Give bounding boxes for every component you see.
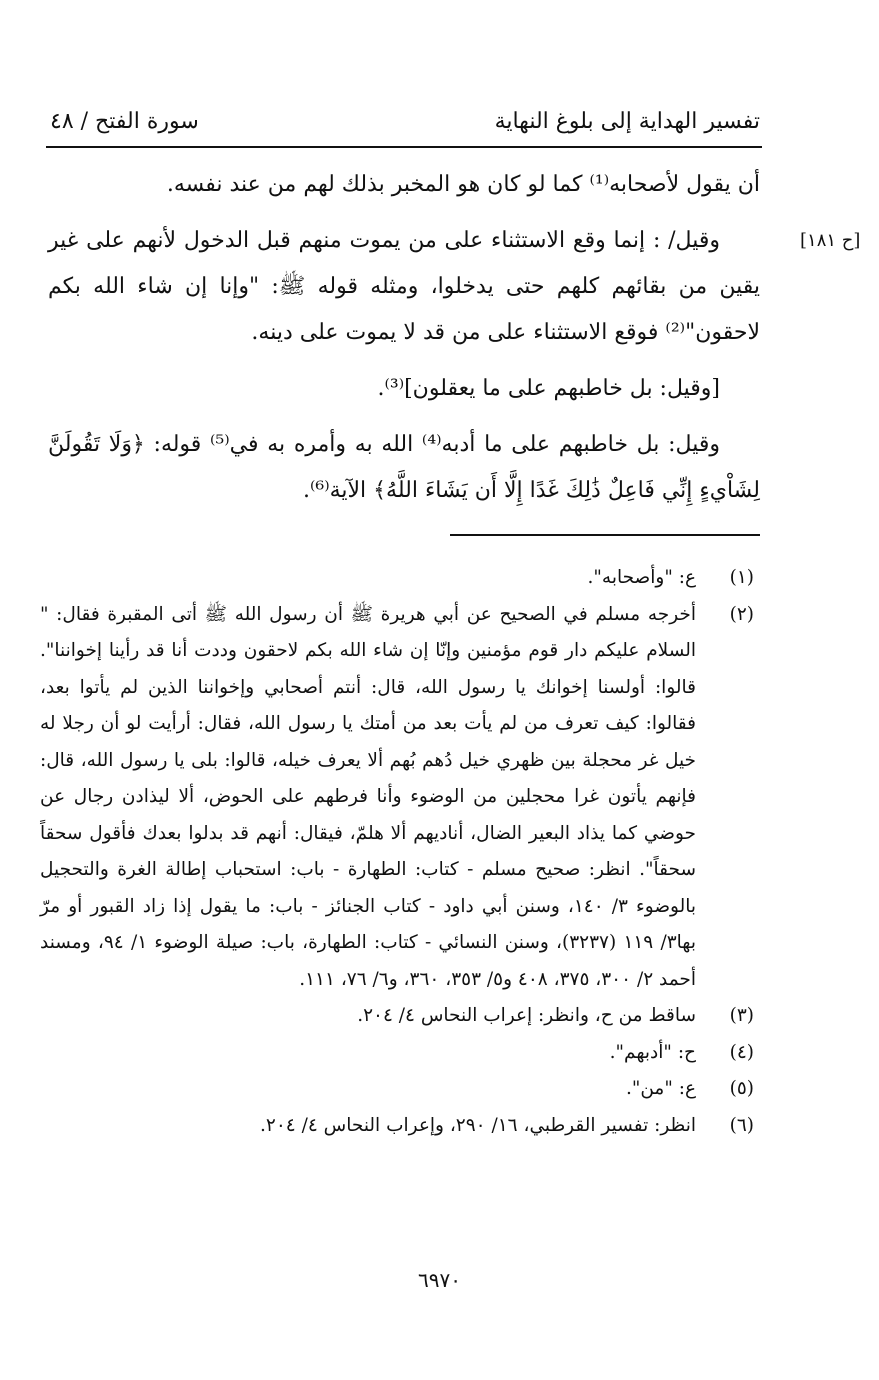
footnote-number: (٢) xyxy=(729,603,754,625)
footnote-number: (٦) xyxy=(729,1114,754,1136)
paragraph: أن يقول لأصحابه⁽¹⁾ كما لو كان هو المخبر بذلك لهم من عند نفسه. xyxy=(166,172,760,197)
paragraph: وقيل/ : إنما وقع الاستثناء على من يموت منهم قبل الدخول لأنهم على غير يقين من بقائهم كلهم حتى يدخلوا، ومثله قوله ﷺ: "وإنا إن شاء الله بكم لاحقون"⁽²⁾ فوقع الاستثناء على من قد لا يموت على دينه. xyxy=(48,228,760,345)
footnote-item xyxy=(40,998,760,1035)
footnote-text: ع: "وأصحابه". xyxy=(587,567,696,588)
header-divider xyxy=(46,146,762,148)
footnote-item xyxy=(40,1035,760,1072)
footnote-number: (٤) xyxy=(729,1041,754,1063)
footnote-item xyxy=(40,1108,760,1145)
footnote-number: (٥) xyxy=(729,1078,754,1099)
page-number: ٦٩٧٠ xyxy=(418,1268,461,1292)
footnote-number: (٣) xyxy=(729,1005,754,1026)
main-text xyxy=(48,162,760,524)
footnote-item xyxy=(40,1071,760,1108)
footnote-text: ع: "من". xyxy=(625,1078,696,1099)
footnotes xyxy=(40,560,760,1144)
footnote-text: انظر: تفسير القرطبي، ١٦/ ٢٩٠، وإعراب النحاس ٤/ ٢٠٤. xyxy=(260,1114,696,1136)
footnote-text: أخرجه مسلم في الصحيح عن أبي هريرة ﷺ أن رسول الله ﷺ أتى المقبرة فقال: " السلام عليكم دار قوم مؤمنين وإنّا إن شاء الله بكم لاحقون وددت أنا قد رأينا إخواننا". قالوا: أولسنا إخوانك يا رسول الله، قال: أنتم أصحابي وإخواننا الذين لم يأتوا بعد، فقالوا: كيف تعرف من لم يأت بعد من أمتك يا رسول الله، فقال: أرأيت لو أن رجلا له خيل غر محجلة بين ظهري خيل دُهم بُهم ألا يعرف خيله، قالوا: بلى يا رسول الله، قال: فإنهم يأتون غرا محجلين من الوضوء وأنا فرطهم على الحوض، ألا ليذادن رجال عن حوضي كما يذاد البعير الضال، أناديهم ألا هلمّ، فيقال: أنهم قد بدلوا بعدك فأقول سحقاً سحقاً". انظر: صحيح مسلم - كتاب: الطهارة - باب: استحباب إطالة الغرة والتحجيل بالوضوء ٣/ ١٤٠، وسنن أبي داود - كتاب الجنائز - باب: ما يقول إذا زاد القبور أو مرّ بها٣/ ١١٩ (٣٢٣٧)، وسنن النسائي - كتاب: الطهارة، باب: صيلة الوضوء ١/ ٩٤، ومسند أحمد ٢/ ٣٠٠، ٣٧٥، ٤٠٨ و٥/ ٣٥٣، ٣٦٠، و٦/ ٧٦، ١١١. xyxy=(40,603,697,990)
book-title: تفسير الهداية إلى بلوغ النهاية xyxy=(494,108,760,134)
running-header xyxy=(50,100,760,142)
paragraph: [وقيل: بل خاطبهم على ما يعقلون]⁽³⁾. xyxy=(377,376,720,401)
footnote-text: ساقط من ح، وانظر: إعراب النحاس ٤/ ٢٠٤. xyxy=(357,1005,696,1026)
footnote-item xyxy=(40,560,760,597)
footnote-text: ح: "أدبهم". xyxy=(609,1041,696,1063)
manuscript-folio-note: [ح ١٨١] xyxy=(800,230,861,251)
footnote-number: (١) xyxy=(729,567,754,588)
paragraph: وقيل: بل خاطبهم على ما أدبه⁽⁴⁾ الله به وأمره به في⁽⁵⁾ قوله: ﴿وَلَا تَقُولَنَّ لِشَاْيءٍ إِنِّي فَاعِلٌ ذَٰلِكَ غَدًا إِلَّا أَن يَشَاءَ اللَّهُ﴾ الآية⁽⁶⁾. xyxy=(48,432,760,503)
footnote-divider xyxy=(450,534,760,536)
surah-label: سورة الفتح / ٤٨ xyxy=(50,108,199,134)
footnote-item xyxy=(40,597,760,999)
